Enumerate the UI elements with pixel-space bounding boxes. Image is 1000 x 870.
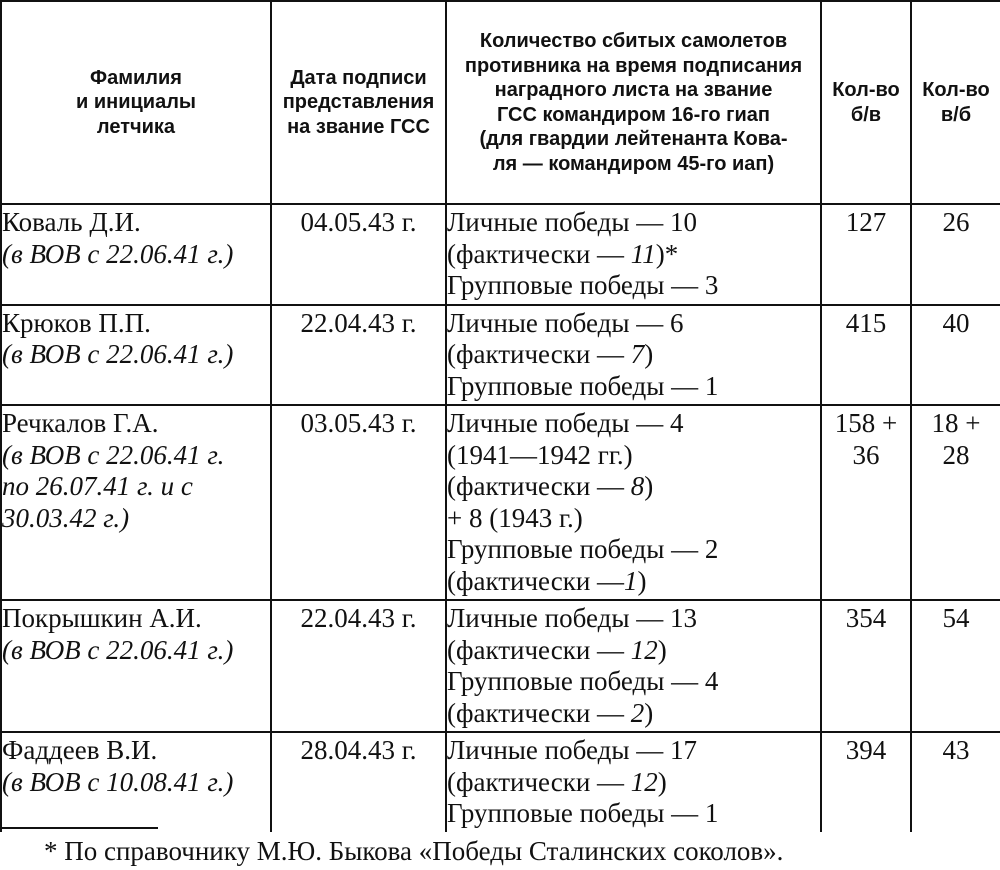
battles-count xyxy=(911,732,1000,832)
nomination-date: 22.04.43 г. xyxy=(271,600,446,732)
victory-text: ) xyxy=(644,697,654,728)
sorties-value: 127 xyxy=(845,207,887,237)
victories-cell xyxy=(446,600,821,732)
nomination-date: 03.05.43 г. xyxy=(271,405,446,600)
victory-line xyxy=(447,239,820,271)
header-row xyxy=(1,1,1000,204)
victories-cell xyxy=(446,305,821,406)
victory-line xyxy=(447,270,820,302)
battles-value: 43 xyxy=(942,735,970,765)
header-line: ГСС командиром 16-го гиап xyxy=(496,103,771,126)
footnote: * По справочнику М.Ю. Быкова «Победы Сталинских соколов». xyxy=(44,836,784,866)
sorties-count xyxy=(821,732,911,832)
war-period: (в ВОВ с 10.08.41 г.) xyxy=(2,766,234,797)
sorties-value: 158 + xyxy=(834,408,898,438)
victory-text: + 8 (1943 г.) xyxy=(447,502,583,533)
pilot-name: Речкалов Г.А. xyxy=(2,408,159,438)
war-period: (в ВОВ с 22.06.41 г.) xyxy=(2,634,234,665)
header-line: Кол-во xyxy=(922,79,990,101)
header-name xyxy=(1,1,271,204)
header-line: б/в xyxy=(850,103,882,126)
victory-text: (фактически — xyxy=(447,238,631,269)
table-row xyxy=(1,732,1000,832)
victory-text: )* xyxy=(655,238,679,269)
nomination-date: 28.04.43 г. xyxy=(271,732,446,832)
victory-text: ) xyxy=(637,565,647,596)
victory-line xyxy=(447,339,820,371)
table-header xyxy=(1,1,1000,204)
table-row xyxy=(1,305,1000,406)
victory-line xyxy=(447,798,820,830)
table-body xyxy=(1,204,1000,832)
victory-line xyxy=(447,767,820,799)
battles-count xyxy=(911,305,1000,406)
victory-text: (фактически — xyxy=(447,697,631,728)
footnote-divider xyxy=(0,827,158,829)
pilot-cell xyxy=(1,305,271,406)
header-line: ля — командиром 45-го иап) xyxy=(492,152,775,175)
victory-line xyxy=(447,503,820,535)
victory-text: ) xyxy=(644,339,654,369)
sorties-count xyxy=(821,405,911,600)
sorties-count xyxy=(821,305,911,406)
victories-cell xyxy=(446,732,821,832)
victories-cell xyxy=(446,204,821,305)
victory-text: (фактически — xyxy=(447,634,631,665)
victory-text: Личные победы — 13 xyxy=(447,603,698,633)
battles-value: 28 xyxy=(942,439,970,470)
sorties-value: 415 xyxy=(845,307,887,338)
victory-text: Личные победы — 4 xyxy=(447,408,684,438)
victory-text: (фактически — xyxy=(447,766,631,797)
pilot-cell xyxy=(1,405,271,600)
header-line: противника на время подписания xyxy=(464,54,803,77)
war-period: (в ВОВ с 22.06.41 г.) xyxy=(2,339,234,369)
pilot-name: Коваль Д.И. xyxy=(2,207,141,237)
header-line: наградного листа на звание xyxy=(494,79,773,101)
sorties-value: 354 xyxy=(845,603,887,633)
victory-text: Личные победы — 17 xyxy=(447,735,698,765)
header-line: Фамилия xyxy=(90,66,182,89)
pilot-cell xyxy=(1,732,271,832)
header-line: на звание ГСС xyxy=(287,115,430,138)
header-count xyxy=(446,1,821,204)
battles-value: 40 xyxy=(942,307,970,338)
header-line: летчика xyxy=(96,115,176,138)
header-line: представления xyxy=(282,91,435,114)
victory-line xyxy=(447,207,820,239)
battles-count xyxy=(911,204,1000,305)
victory-text: (фактически — xyxy=(447,471,631,501)
sorties-count xyxy=(821,600,911,732)
victory-text: ) xyxy=(657,766,667,797)
war-period: по 26.07.41 г. и с xyxy=(2,471,193,501)
battles-value: 54 xyxy=(942,603,970,633)
victory-text: Групповые победы — 2 xyxy=(447,534,719,564)
victory-line xyxy=(447,566,820,598)
header-line: Количество сбитых самолетов xyxy=(479,30,788,52)
victory-text: ) xyxy=(644,471,654,501)
victory-line xyxy=(447,635,820,667)
victory-line xyxy=(447,735,820,767)
nomination-date: 04.05.43 г. xyxy=(271,204,446,305)
header-line: и инициалы xyxy=(75,91,197,114)
war-period: (в ВОВ с 22.06.41 г. xyxy=(2,439,225,470)
table-row xyxy=(1,204,1000,305)
victory-line xyxy=(447,698,820,730)
victory-text: Групповые победы — 1 xyxy=(447,370,719,401)
victory-line xyxy=(447,308,820,340)
victory-text: Групповые победы — 4 xyxy=(447,666,719,696)
actual-count: 8 xyxy=(630,471,645,501)
victory-line xyxy=(447,440,820,472)
sorties-value: 394 xyxy=(845,735,887,765)
victory-line xyxy=(447,471,820,503)
victory-text: Личные победы — 10 xyxy=(447,207,698,237)
victory-text: (1941—1942 гг.) xyxy=(447,439,633,470)
victory-text: (фактически — xyxy=(447,339,631,369)
pilot-name: Крюков П.П. xyxy=(2,307,151,338)
actual-count: 11 xyxy=(630,238,656,269)
victory-text: Групповые победы — 3 xyxy=(447,270,719,300)
sorties-value: 36 xyxy=(852,439,880,470)
victory-line xyxy=(447,534,820,566)
victory-text: Личные победы — 6 xyxy=(447,307,684,338)
actual-count: 1 xyxy=(624,565,638,596)
header-line: (для гвардии лейтенанта Кова- xyxy=(479,128,788,150)
header-date xyxy=(271,1,446,204)
nomination-date: 22.04.43 г. xyxy=(271,305,446,406)
pilot-cell xyxy=(1,600,271,732)
victory-line xyxy=(447,371,820,403)
battles-value: 18 + xyxy=(931,408,981,438)
battles-value: 26 xyxy=(942,207,970,237)
header-line: в/б xyxy=(940,103,972,126)
war-period: (в ВОВ с 22.06.41 г.) xyxy=(2,238,234,269)
victory-text: (фактически — xyxy=(447,565,625,596)
actual-count: 12 xyxy=(630,634,658,665)
war-period: 30.03.42 г.) xyxy=(2,502,130,533)
header-line: Кол-во xyxy=(832,79,900,101)
table-row xyxy=(1,405,1000,600)
victory-line xyxy=(447,408,820,440)
header-line: Дата подписи xyxy=(290,66,427,89)
pilot-cell xyxy=(1,204,271,305)
victory-line xyxy=(447,666,820,698)
header-battles xyxy=(911,1,1000,204)
victory-text: ) xyxy=(657,634,667,665)
table-row xyxy=(1,600,1000,732)
actual-count: 2 xyxy=(630,697,645,728)
battles-count xyxy=(911,600,1000,732)
victory-text: Групповые победы — 1 xyxy=(447,798,719,828)
actual-count: 7 xyxy=(630,339,645,369)
battles-count xyxy=(911,405,1000,600)
victories-cell xyxy=(446,405,821,600)
pilot-name: Покрышкин А.И. xyxy=(2,603,202,633)
actual-count: 12 xyxy=(630,766,658,797)
sorties-count xyxy=(821,204,911,305)
victory-line xyxy=(447,603,820,635)
header-sorties xyxy=(821,1,911,204)
pilot-name: Фаддеев В.И. xyxy=(2,735,158,765)
